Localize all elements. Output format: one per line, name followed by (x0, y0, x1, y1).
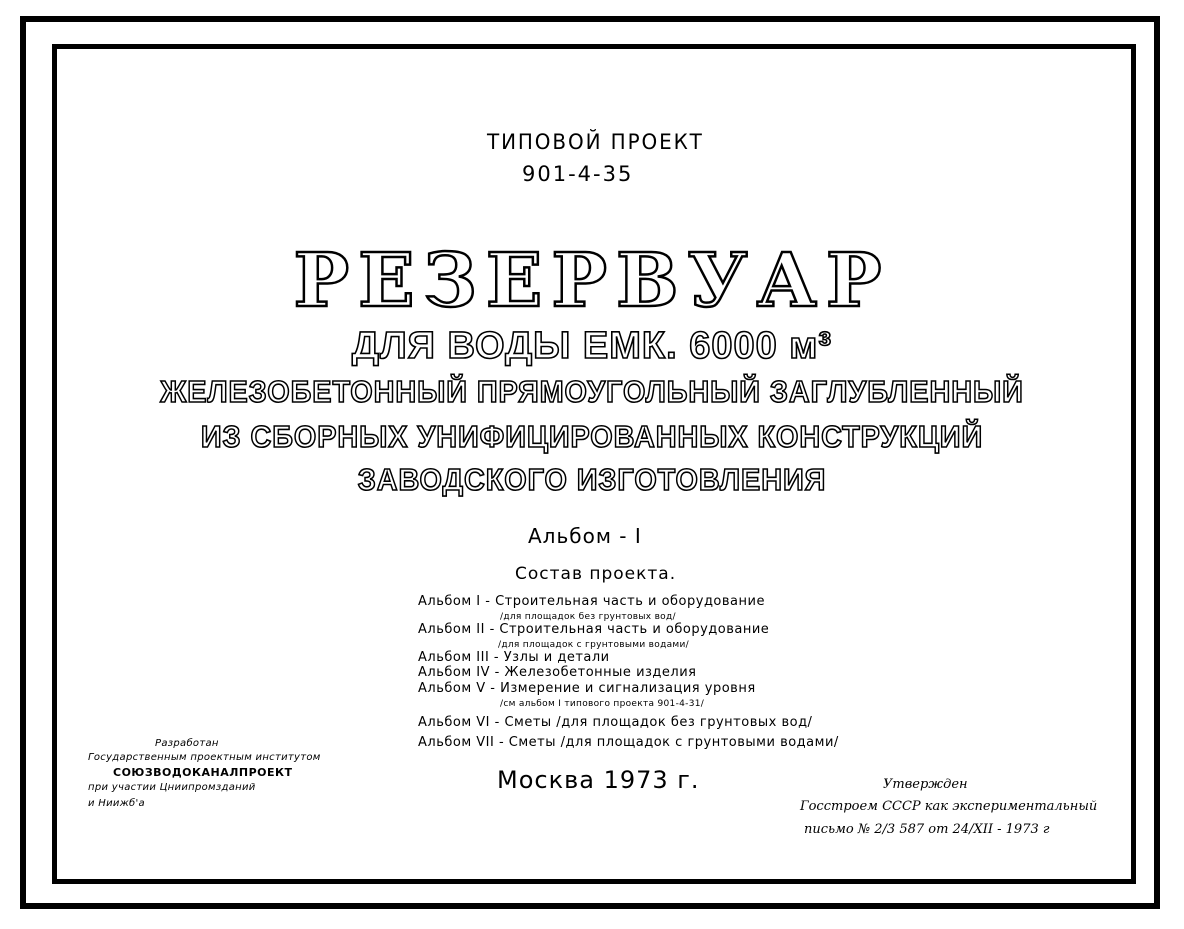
composition-item: Альбом VI - Сметы /для площадок без грунтовых вод/ (418, 715, 813, 730)
developer-institute: Государственным проектным институтом (88, 752, 321, 763)
composition-item-note: /см альбом I типового проекта 901-4-31/ (500, 699, 705, 709)
city-year: Москва 1973 г. (497, 766, 700, 794)
composition-item: Альбом V - Измерение и сигнализация уровня (418, 681, 756, 696)
album-label: Альбом - I (528, 524, 642, 548)
developer-org: СОЮЗВОДОКАНАЛПРОЕКТ (113, 766, 293, 779)
composition-item: Альбом I - Строительная часть и оборудование (418, 594, 765, 609)
project-number: 901-4-35 (522, 162, 634, 186)
subtitle-manufacture: ЗАВОДСКОГО ИЗГОТОВЛЕНИЯ (357, 462, 827, 497)
composition-item: Альбом IV - Железобетонные изделия (418, 665, 697, 680)
subtitle-construction: ЖЕЛЕЗОБЕТОННЫЙ ПРЯМОУГОЛЬНЫЙ ЗАГЛУБЛЕННЫЙ (160, 374, 1024, 409)
composition-item-note: /для площадок без грунтовых вод/ (500, 612, 676, 622)
approval-label: Утвержден (883, 777, 968, 792)
composition-item-note: /для площадок с грунтовыми водами/ (498, 640, 689, 650)
project-type-label: ТИПОВОЙ ПРОЕКТ (487, 130, 704, 154)
developer-partner-2: и Ниижб'а (88, 798, 145, 809)
composition-item: Альбом III - Узлы и детали (418, 650, 610, 665)
composition-heading: Состав проекта. (515, 564, 677, 584)
subtitle-capacity: ДЛЯ ВОДЫ ЕМК. 6000 м³ (351, 325, 833, 367)
approval-authority: Госстроем СССР как экспериментальный (800, 799, 1098, 814)
composition-item: Альбом VII - Сметы /для площадок с грунтовыми водами/ (418, 735, 839, 750)
main-title: РЕЗЕРВУАР (293, 238, 891, 324)
developer-label: Разработан (155, 738, 219, 749)
developer-partner: при участии Цниипромзданий (88, 782, 256, 793)
composition-item: Альбом II - Строительная часть и оборудование (418, 622, 770, 637)
subtitle-components: ИЗ СБОРНЫХ УНИФИЦИРОВАННЫХ КОНСТРУКЦИЙ (200, 419, 984, 454)
approval-letter: письмо № 2/3 587 от 24/XII - 1973 г (804, 822, 1050, 837)
